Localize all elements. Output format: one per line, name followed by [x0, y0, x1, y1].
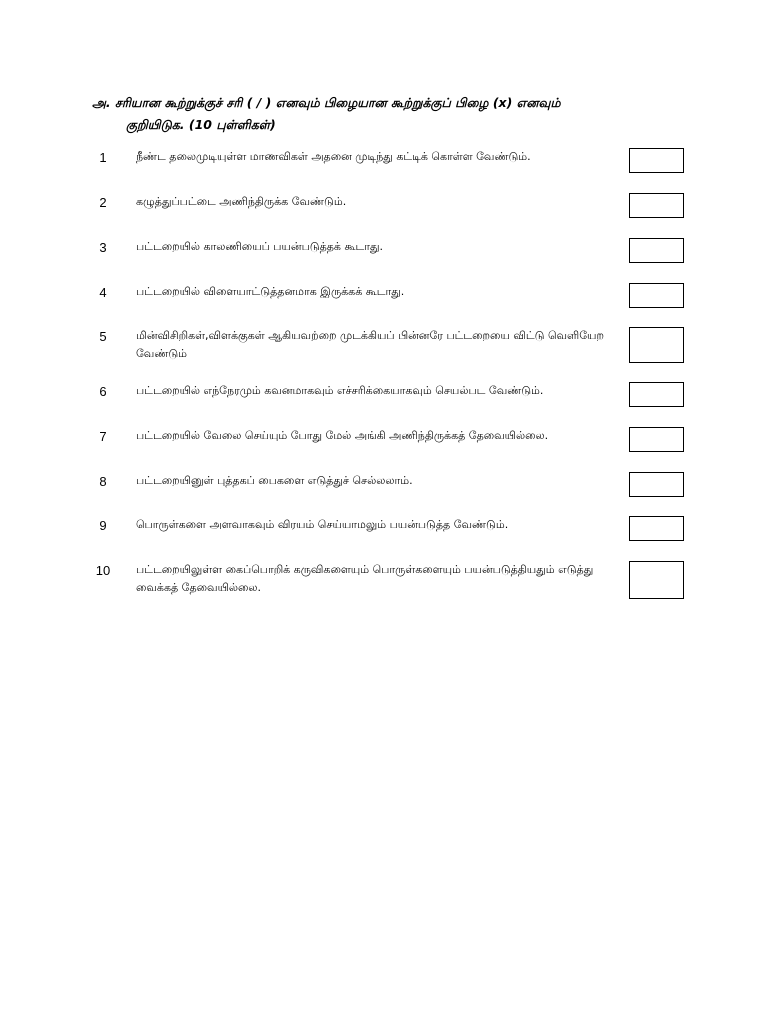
- question-number: 2: [99, 195, 107, 210]
- heading-line-2: குறியிடுக. (10 புள்ளிகள்): [126, 117, 276, 132]
- question-number: 5: [99, 329, 107, 344]
- question-number: 10: [95, 563, 111, 578]
- answer-box-5[interactable]: [629, 327, 684, 363]
- answer-box-4[interactable]: [629, 283, 684, 308]
- question-text: கழுத்துப்பட்டை அணிந்திருக்க வேண்டும்.: [136, 195, 347, 208]
- answer-box-1[interactable]: [629, 148, 684, 173]
- question-text: பட்டறையில் எந்நேரமும் கவனமாகவும் எச்சரிக்கையாகவும் செயல்பட வேண்டும்.: [136, 384, 544, 397]
- question-text: பட்டறையிலுள்ள கைப்பொறிக் கருவிகளையும் பொருள்களையும் பயன்படுத்தியதும் எடுத்து வைக்கத் தேவையில்லை.: [136, 563, 594, 594]
- answer-box-8[interactable]: [629, 472, 684, 497]
- answer-box-3[interactable]: [629, 238, 684, 263]
- question-text: பட்டறையினுள் புத்தகப் பைகளை எடுத்துச் செல்லலாம்.: [136, 474, 413, 487]
- answer-box-6[interactable]: [629, 382, 684, 407]
- question-text: பொருள்களை அளவாகவும் விரயம் செய்யாமலும் பயன்படுத்த வேண்டும்.: [136, 518, 509, 531]
- answer-box-2[interactable]: [629, 193, 684, 218]
- answer-box-9[interactable]: [629, 516, 684, 541]
- answer-box-10[interactable]: [629, 561, 684, 599]
- question-number: 3: [99, 240, 107, 255]
- question-number: 7: [99, 429, 107, 444]
- question-number: 6: [99, 384, 107, 399]
- question-text: நீண்ட தலைமுடியுள்ள மாணவிகள் அதனை முடிந்து கட்டிக் கொள்ள வேண்டும்.: [136, 150, 531, 163]
- question-text: மின்விசிறிகள்,விளக்குகள் ஆகியவற்றை முடக்கியப் பின்னரே பட்டறையை விட்டு வெளியேற வேண்டும்: [136, 329, 604, 360]
- heading-line-1: அ. சரியான கூற்றுக்குச் சரி ( / ) எனவும் பிழையான கூற்றுக்குப் பிழை (x) எனவும்: [92, 95, 561, 110]
- question-text: பட்டறையில் வேலை செய்யும் போது மேல் அங்கி அணிந்திருக்கத் தேவையில்லை.: [136, 429, 549, 442]
- question-number: 1: [99, 150, 107, 165]
- answer-box-7[interactable]: [629, 427, 684, 452]
- question-text: பட்டறையில் விளையாட்டுத்தனமாக இருக்கக் கூடாது.: [136, 285, 405, 298]
- question-number: 9: [99, 518, 107, 533]
- worksheet-heading: [92, 92, 632, 136]
- question-number: 4: [99, 285, 107, 300]
- question-number: 8: [99, 474, 107, 489]
- question-text: பட்டறையில் காலணியைப் பயன்படுத்தக் கூடாது.: [136, 240, 384, 253]
